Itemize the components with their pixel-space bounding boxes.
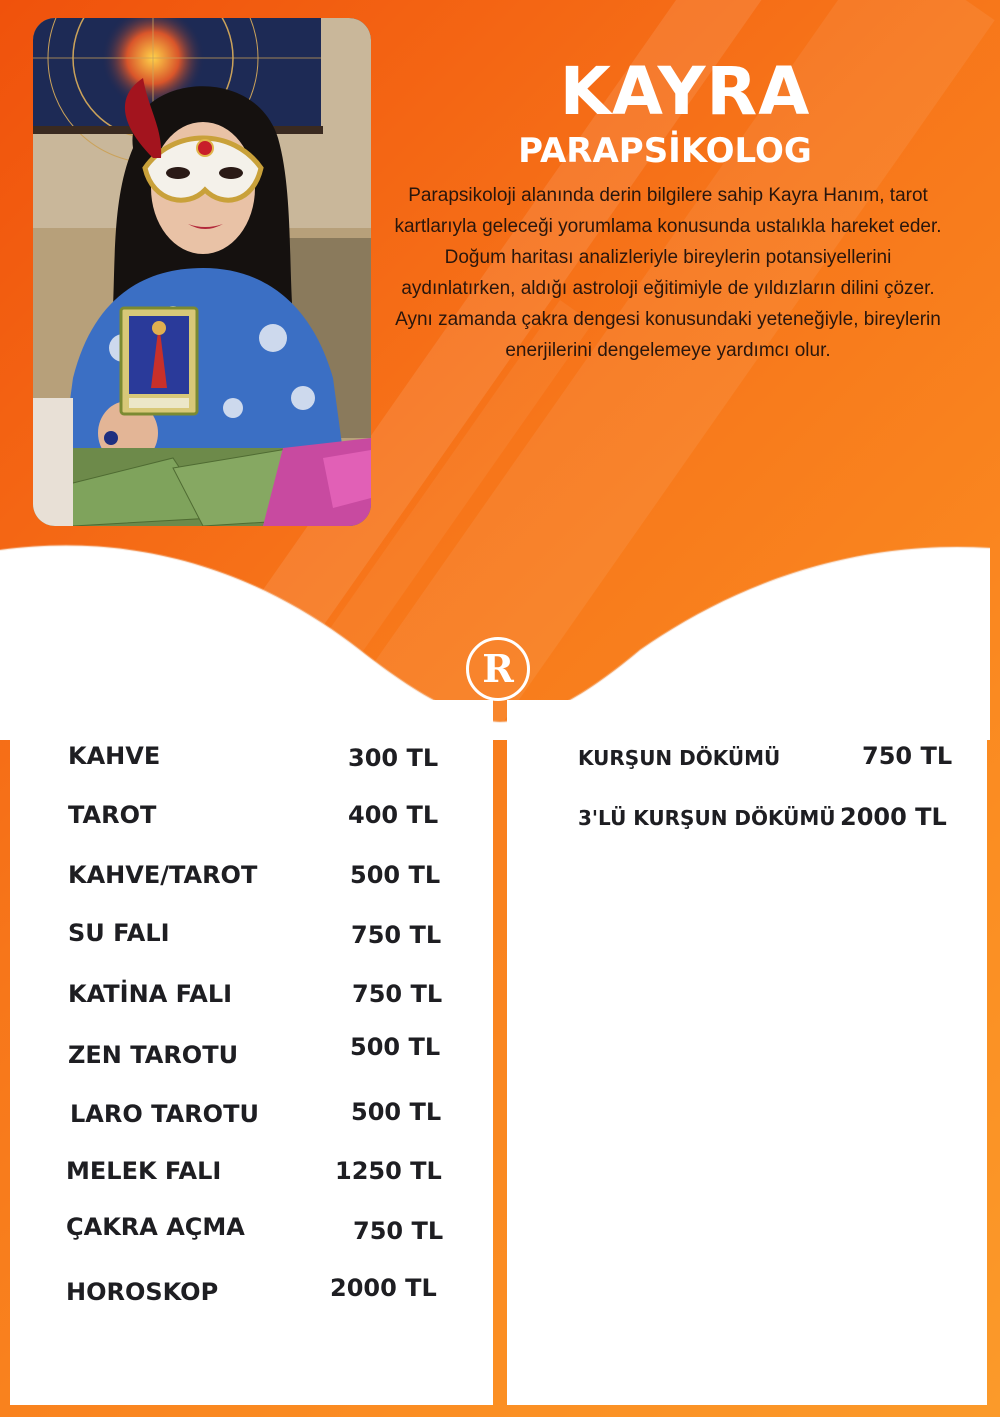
service-price: 2000 TL: [330, 1274, 437, 1302]
price-item: [578, 744, 780, 772]
service-label: KAHVE: [68, 742, 161, 770]
service-price: 1250 TL: [335, 1157, 442, 1185]
service-price: 300 TL: [348, 744, 439, 772]
service-label: TAROT: [68, 801, 157, 829]
service-price: 750 TL: [862, 742, 953, 770]
service-price: 500 TL: [350, 861, 441, 889]
service-label: ZEN TAROTU: [68, 1041, 239, 1069]
service-price: 400 TL: [348, 801, 439, 829]
service-label: ÇAKRA AÇMA: [66, 1213, 245, 1241]
service-price: 750 TL: [351, 921, 442, 949]
profile-title: PARAPSİKOLOG: [518, 131, 812, 171]
service-label: SU FALI: [68, 919, 170, 947]
profile-bio: Parapsikoloji alanında derin bilgilere sahip Kayra Hanım, tarot kartlarıyla geleceği yorumlama konusunda ustalıkla hareket eder. Doğum haritası analizleriyle bireylerin potansiyellerini aydınlatırken, aldığı astroloji eğitimiyle de yıldızların dilini çözer. Aynı zamanda çakra dengesi konusundaki yeteneğiyle, bireylerin enerjilerini dengelemeye yardımcı olur.: [394, 185, 942, 361]
service-label: HOROSKOP: [66, 1278, 219, 1306]
service-label: KAHVE/TAROT: [68, 861, 258, 889]
service-price: 500 TL: [350, 1033, 441, 1061]
service-label: LARO TAROTU: [70, 1100, 259, 1128]
service-price: 750 TL: [353, 1217, 444, 1245]
service-label: MELEK FALI: [66, 1157, 222, 1185]
service-label: KATİNA FALI: [68, 980, 233, 1008]
brand-r-logo-icon: [466, 637, 530, 701]
service-price: 750 TL: [352, 980, 443, 1008]
price-item: [578, 804, 836, 832]
profile-photo: [33, 18, 371, 526]
service-price: 500 TL: [351, 1098, 442, 1126]
service-label: KURŞUN DÖKÜMÜ: [578, 746, 781, 770]
service-price: 2000 TL: [840, 803, 947, 831]
logo-letter: R: [482, 646, 514, 691]
service-label: 3'LÜ KURŞUN DÖKÜMÜ: [578, 806, 836, 830]
profile-name: KAYRA: [559, 53, 811, 130]
masked-woman-with-tarot-card-photo: [33, 18, 371, 526]
